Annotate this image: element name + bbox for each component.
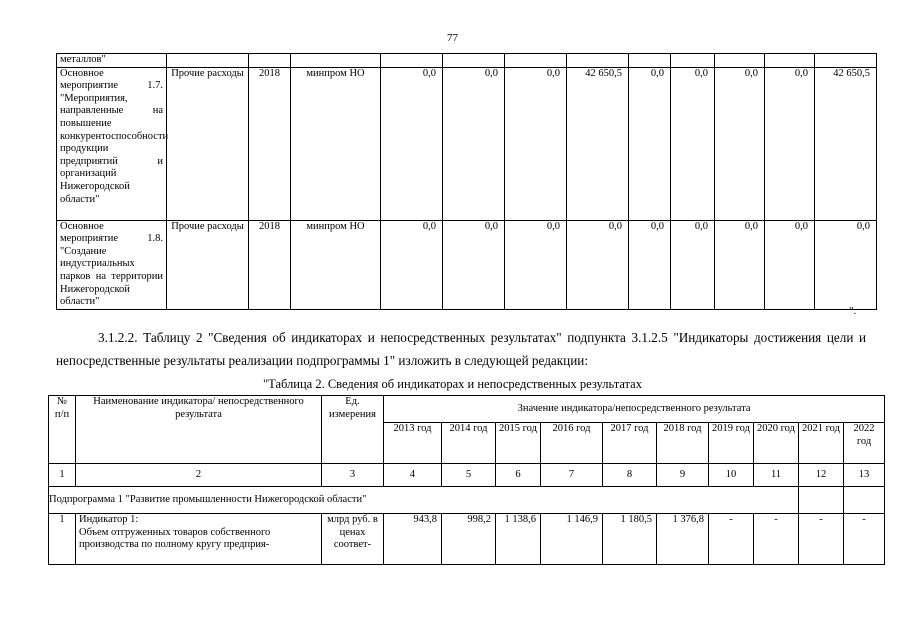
budget-table: [56, 53, 877, 310]
column-number: 12: [799, 464, 844, 487]
header-num: № п/п: [49, 396, 76, 464]
table-caption: "Таблица 2. Сведения об индикаторах и непосредственных результатах: [263, 377, 642, 391]
indicator-value: -: [844, 514, 885, 565]
budget-value: 0,0: [505, 67, 567, 220]
budget-value: 0,0: [381, 67, 443, 220]
activity-name: Основное мероприятие 1.7. "Мероприятия, направленные на повышение конкурентоспособности продукции предприятий и организаций Нижегородской области": [57, 67, 167, 220]
indicators-table: [48, 395, 885, 565]
indicator-unit: млрд руб. в ценах соответ-: [322, 514, 384, 565]
budget-value: 0,0: [715, 67, 765, 220]
indicator-num: 1: [49, 514, 76, 565]
header-year: 2019 год: [709, 423, 754, 464]
column-number: 9: [657, 464, 709, 487]
header-year: 2020 год: [754, 423, 799, 464]
budget-total: 0,0: [815, 220, 877, 309]
budget-value: 0,0: [765, 220, 815, 309]
page-number: 77: [447, 32, 458, 44]
executor: минпром НО: [291, 220, 381, 309]
column-number: 10: [709, 464, 754, 487]
header-year: 2013 год: [384, 423, 442, 464]
indicator-value: 1 376,8: [657, 514, 709, 565]
indicator-value: -: [709, 514, 754, 565]
year: 2018: [249, 220, 291, 309]
header-row: [49, 396, 885, 423]
indicator-name: [76, 514, 322, 565]
indicator-value: 1 146,9: [541, 514, 603, 565]
indicator-value: -: [754, 514, 799, 565]
budget-value: 0,0: [505, 220, 567, 309]
table-row: [49, 514, 885, 565]
header-year: 2016 год: [541, 423, 603, 464]
column-number: 2: [76, 464, 322, 487]
indicator-description: Объем отгруженных товаров собственного производства по полному кругу предприя-: [79, 526, 271, 550]
budget-value: 0,0: [443, 220, 505, 309]
indicator-value: 1 180,5: [603, 514, 657, 565]
column-number: 6: [496, 464, 541, 487]
header-year: 2014 год: [442, 423, 496, 464]
table-row: [57, 54, 877, 68]
indicator-value: 943,8: [384, 514, 442, 565]
header-year: 2018 год: [657, 423, 709, 464]
column-number: 4: [384, 464, 442, 487]
column-number: 5: [442, 464, 496, 487]
header-unit: Ед. измерения: [322, 396, 384, 464]
column-number: 11: [754, 464, 799, 487]
budget-value: 42 650,5: [567, 67, 629, 220]
activity-name: Основное мероприятие 1.8. "Создание индустриальных парков на территории Нижегородской области": [57, 220, 167, 309]
budget-value: 0,0: [671, 220, 715, 309]
expense-type: Прочие расходы: [167, 220, 249, 309]
column-number: 3: [322, 464, 384, 487]
table-row: [57, 67, 877, 220]
subprogram-title: Подпрограмма 1 "Развитие промышленности Нижегородской области": [49, 487, 799, 514]
budget-value: 0,0: [443, 67, 505, 220]
column-number-row: [49, 464, 885, 487]
budget-total: 42 650,5: [815, 67, 877, 220]
header-year: 2022 год: [844, 423, 885, 464]
budget-value: 0,0: [715, 220, 765, 309]
budget-value: 0,0: [567, 220, 629, 309]
budget-value: 0,0: [765, 67, 815, 220]
budget-value: 0,0: [629, 220, 671, 309]
indicator-value: 998,2: [442, 514, 496, 565]
column-number: 7: [541, 464, 603, 487]
activity-name: металлов": [57, 54, 167, 68]
indicator-value: -: [799, 514, 844, 565]
expense-type: Прочие расходы: [167, 67, 249, 220]
table-row: [57, 220, 877, 309]
closing-quote: ".: [849, 305, 857, 317]
header-value-group: Значение индикатора/непосредственного результата: [384, 396, 885, 423]
header-year: 2015 год: [496, 423, 541, 464]
budget-value: 0,0: [671, 67, 715, 220]
subprogram-row: [49, 487, 885, 514]
column-number: 13: [844, 464, 885, 487]
year: 2018: [249, 67, 291, 220]
header-year: 2021 год: [799, 423, 844, 464]
executor: минпром НО: [291, 67, 381, 220]
indicator-value: 1 138,6: [496, 514, 541, 565]
header-year: 2017 год: [603, 423, 657, 464]
budget-value: 0,0: [629, 67, 671, 220]
amendment-paragraph: 3.1.2.2. Таблицу 2 "Сведения об индикаторах и непосредственных результатах" подпункта 3.1.2.5 "Индикаторы достижения цели и непосредственные результаты реализации подпрограммы 1" изложить в следующей редакции:: [56, 330, 866, 368]
column-number: 1: [49, 464, 76, 487]
indicator-title: Индикатор 1:: [79, 514, 139, 525]
budget-value: 0,0: [381, 220, 443, 309]
column-number: 8: [603, 464, 657, 487]
header-name: Наименование индикатора/ непосредственного результата: [76, 396, 322, 464]
